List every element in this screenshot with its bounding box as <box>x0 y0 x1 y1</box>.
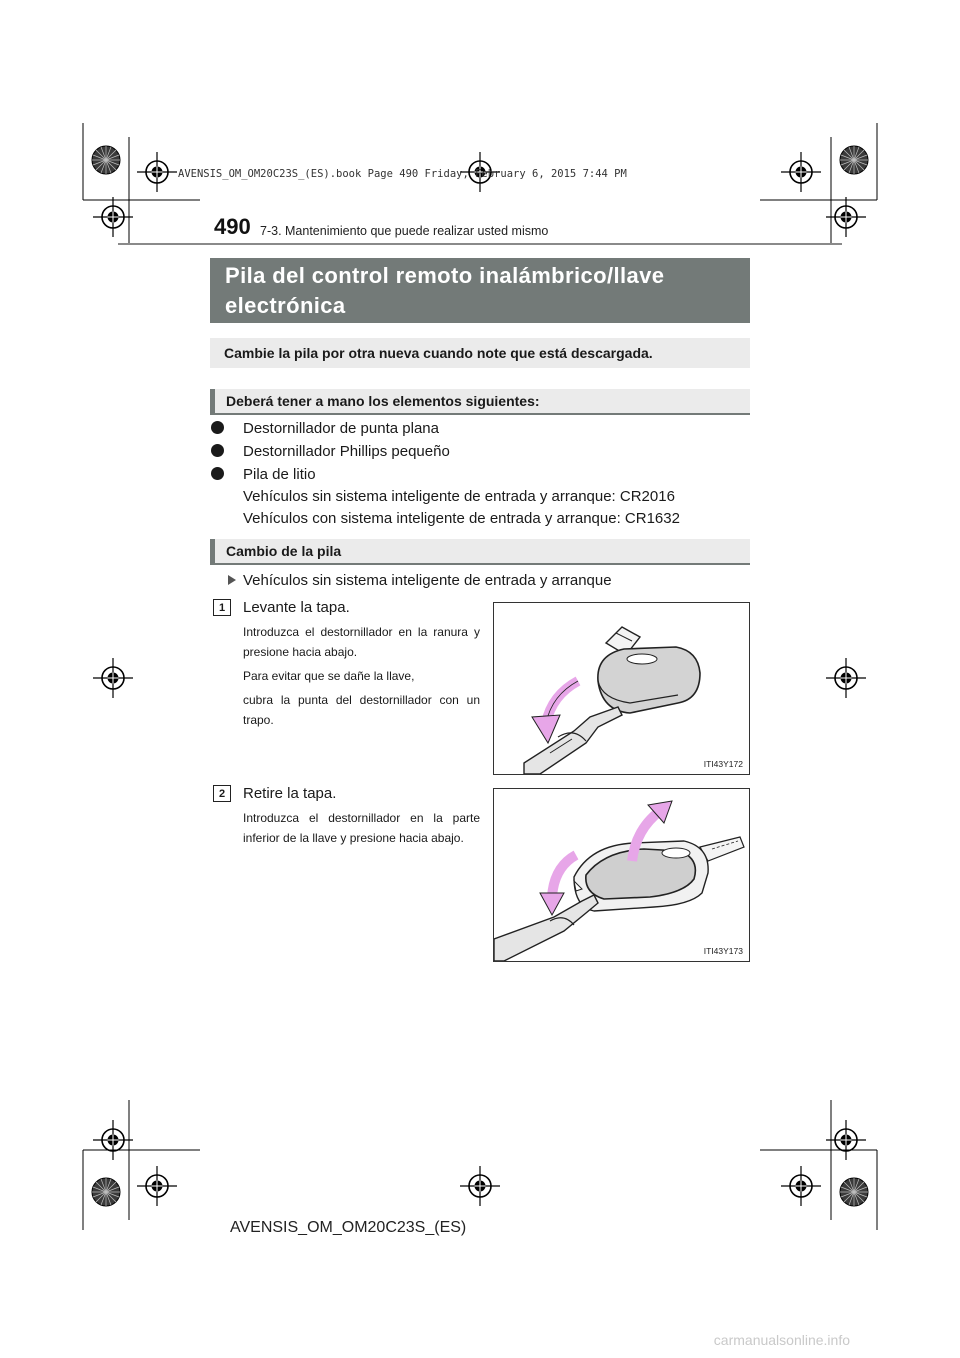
intro-text: Cambie la pila por otra nueva cuando note que está descargada. <box>210 338 750 368</box>
bullet-icon <box>211 467 224 480</box>
watermark: carmanualsonline.info <box>713 1332 850 1348</box>
tools-heading: Deberá tener a mano los elementos siguientes: <box>210 389 750 415</box>
illustration-remove-cover <box>493 788 750 962</box>
header-divider <box>118 243 842 245</box>
step-note: Para evitar que se dañe la llave, <box>243 669 415 683</box>
step-note: cubra la punta del destornillador con un trapo. <box>243 693 480 727</box>
step-title: Levante la tapa. <box>243 599 350 616</box>
print-info-line: AVENSIS_OM_OM20C23S_(ES).book Page 490 Friday, February 6, 2015 7:44 PM <box>178 168 627 180</box>
section-title: 7-3. Mantenimiento que puede realizar usted mismo <box>260 224 549 238</box>
page-number: 490 <box>214 214 251 239</box>
variant-text: Vehículos sin sistema inteligente de entrada y arranque <box>243 572 612 589</box>
change-heading: Cambio de la pila <box>210 539 750 565</box>
illustration-lift-cover <box>493 602 750 775</box>
bullet-icon <box>211 421 224 434</box>
tool-item <box>210 441 450 463</box>
tool-item-label: Destornillador Phillips pequeño <box>243 443 450 460</box>
step-note: Introduzca el destornillador en la ranura y presione hacia abajo. <box>243 625 480 659</box>
page-title <box>210 258 750 323</box>
step-title: Retire la tapa. <box>243 785 337 802</box>
step-number-badge: 2 <box>213 785 231 802</box>
footer-document-code: AVENSIS_OM_OM20C23S_(ES) <box>230 1219 467 1236</box>
illustration-code: ITI43Y172 <box>703 759 743 769</box>
battery-note: Vehículos sin sistema inteligente de entrada y arranque: CR2016 <box>243 488 675 505</box>
step-number-badge: 1 <box>213 599 231 616</box>
tool-item <box>210 464 316 486</box>
bullet-icon <box>211 444 224 457</box>
tool-item-label: Pila de litio <box>243 466 316 483</box>
tool-item-label: Destornillador de punta plana <box>243 420 439 437</box>
illustration-code: ITI43Y173 <box>703 946 743 956</box>
tool-item <box>210 418 439 440</box>
page-title-line-2: electrónica <box>225 293 346 318</box>
page-title-line-1: Pila del control remoto inalámbrico/llave <box>225 263 665 288</box>
variant-label <box>228 570 612 592</box>
battery-note: Vehículos con sistema inteligente de entrada y arranque: CR1632 <box>243 510 680 527</box>
triangle-bullet-icon <box>228 575 236 585</box>
step-note: Introduzca el destornillador en la parte inferior de la llave y presione hacia abajo. <box>243 811 480 845</box>
